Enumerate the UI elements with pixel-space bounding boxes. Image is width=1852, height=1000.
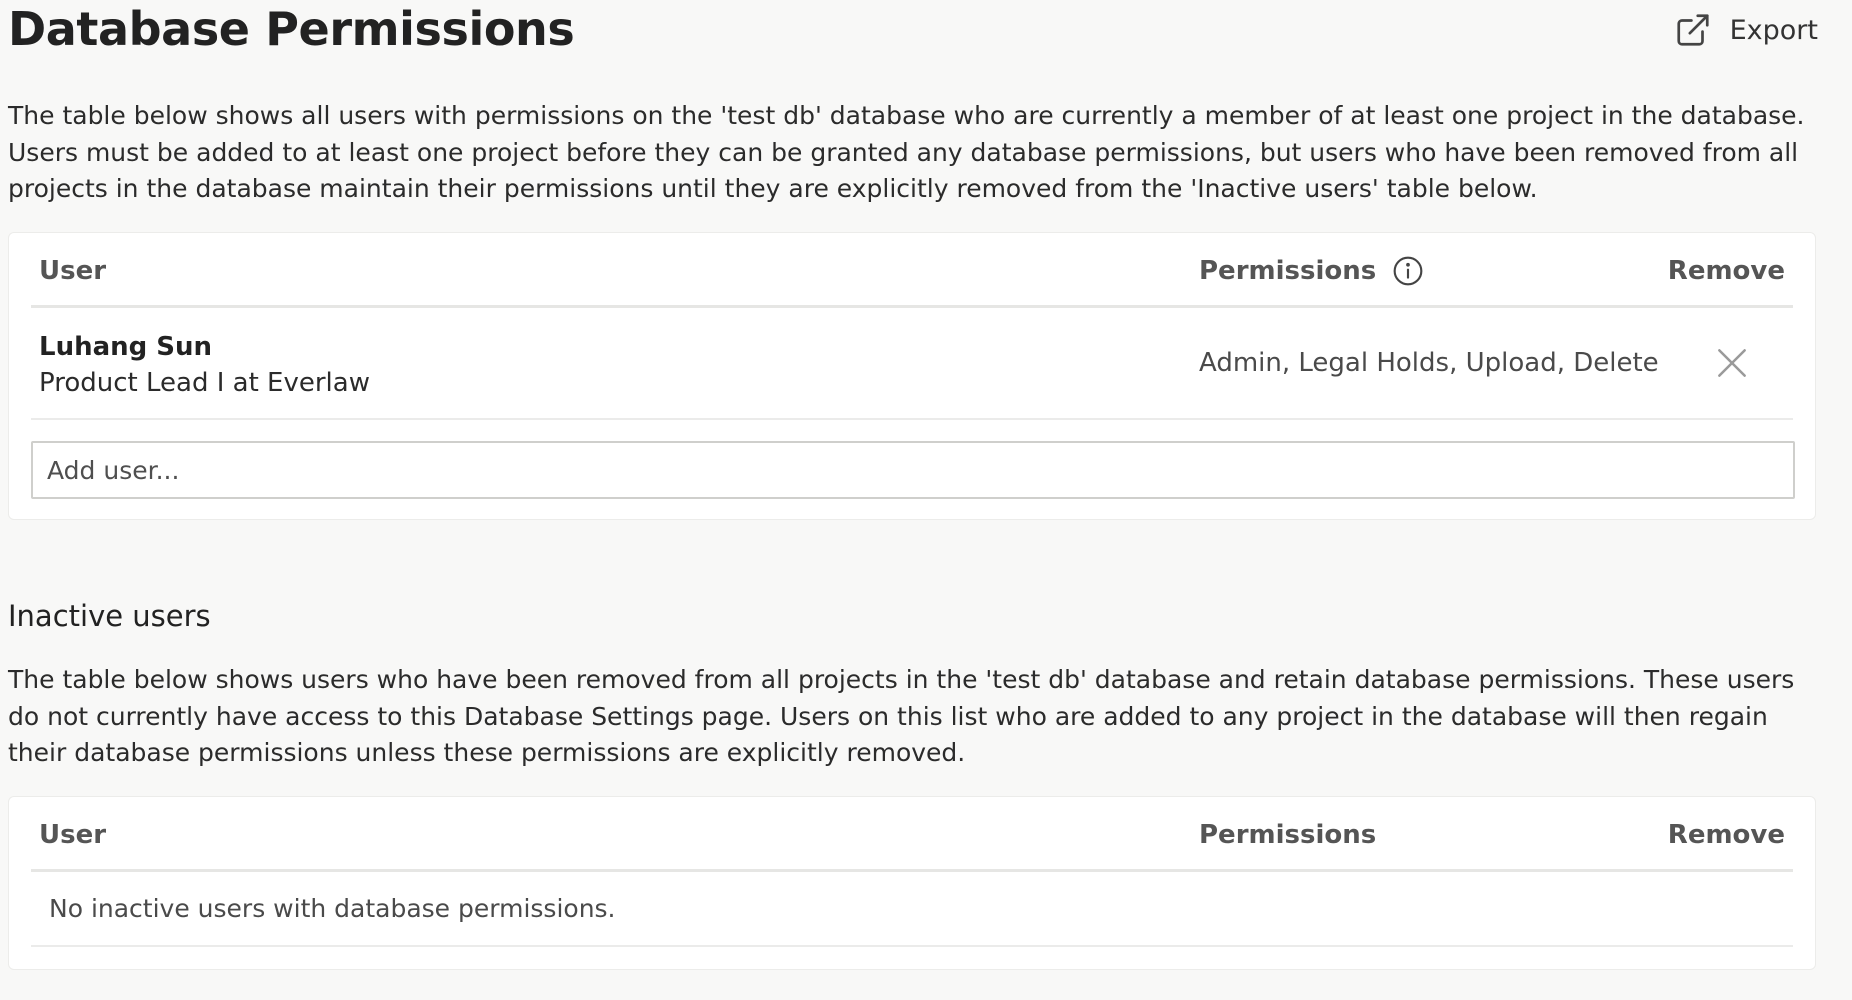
user-name: Luhang Sun (39, 332, 213, 362)
column-header-remove: Remove (1667, 820, 1785, 850)
empty-state-row (31, 872, 1793, 947)
page-title: Database Permissions (8, 2, 575, 56)
info-circle-icon[interactable] (1392, 255, 1424, 287)
table-header (31, 797, 1793, 872)
remove-user-button[interactable] (1713, 344, 1751, 382)
column-header-permissions (1199, 255, 1424, 287)
column-header-permissions: Permissions (1199, 820, 1377, 850)
export-label: Export (1729, 14, 1818, 46)
active-users-description: The table below shows all users with permissions on the 'test db' database who are currently a member of at least one project in the database. Users must be added to at least one project before they can be granted any database permissions, but users who have been removed from all projects in the database maintain their permissions until they are explicitly removed from the 'Inactive users' table below. (8, 101, 1805, 203)
user-role: Product Lead I at Everlaw (39, 368, 370, 398)
table-row (31, 308, 1793, 420)
user-permissions[interactable]: Admin, Legal Holds, Upload, Delete (1199, 348, 1659, 378)
add-user-input[interactable] (31, 441, 1795, 499)
external-link-icon (1674, 11, 1712, 49)
active-users-table (8, 232, 1816, 520)
inactive-users-title: Inactive users (8, 599, 211, 633)
close-icon (1713, 344, 1751, 382)
column-header-user: User (39, 820, 107, 850)
inactive-users-table (8, 796, 1816, 970)
column-header-user: User (39, 256, 107, 286)
empty-state-message: No inactive users with database permissions. (49, 894, 616, 923)
table-header (31, 233, 1793, 308)
column-header-remove: Remove (1667, 256, 1785, 286)
export-button[interactable] (1674, 8, 1818, 52)
inactive-users-description: The table below shows users who have been removed from all projects in the 'test db' database and retain database permissions. These users do not currently have access to this Database Settings page. Users on this list who are added to any project in the database will then regain their database permissions unless these permissions are explicitly removed. (8, 665, 1795, 767)
column-header-permissions-label: Permissions (1199, 256, 1377, 286)
